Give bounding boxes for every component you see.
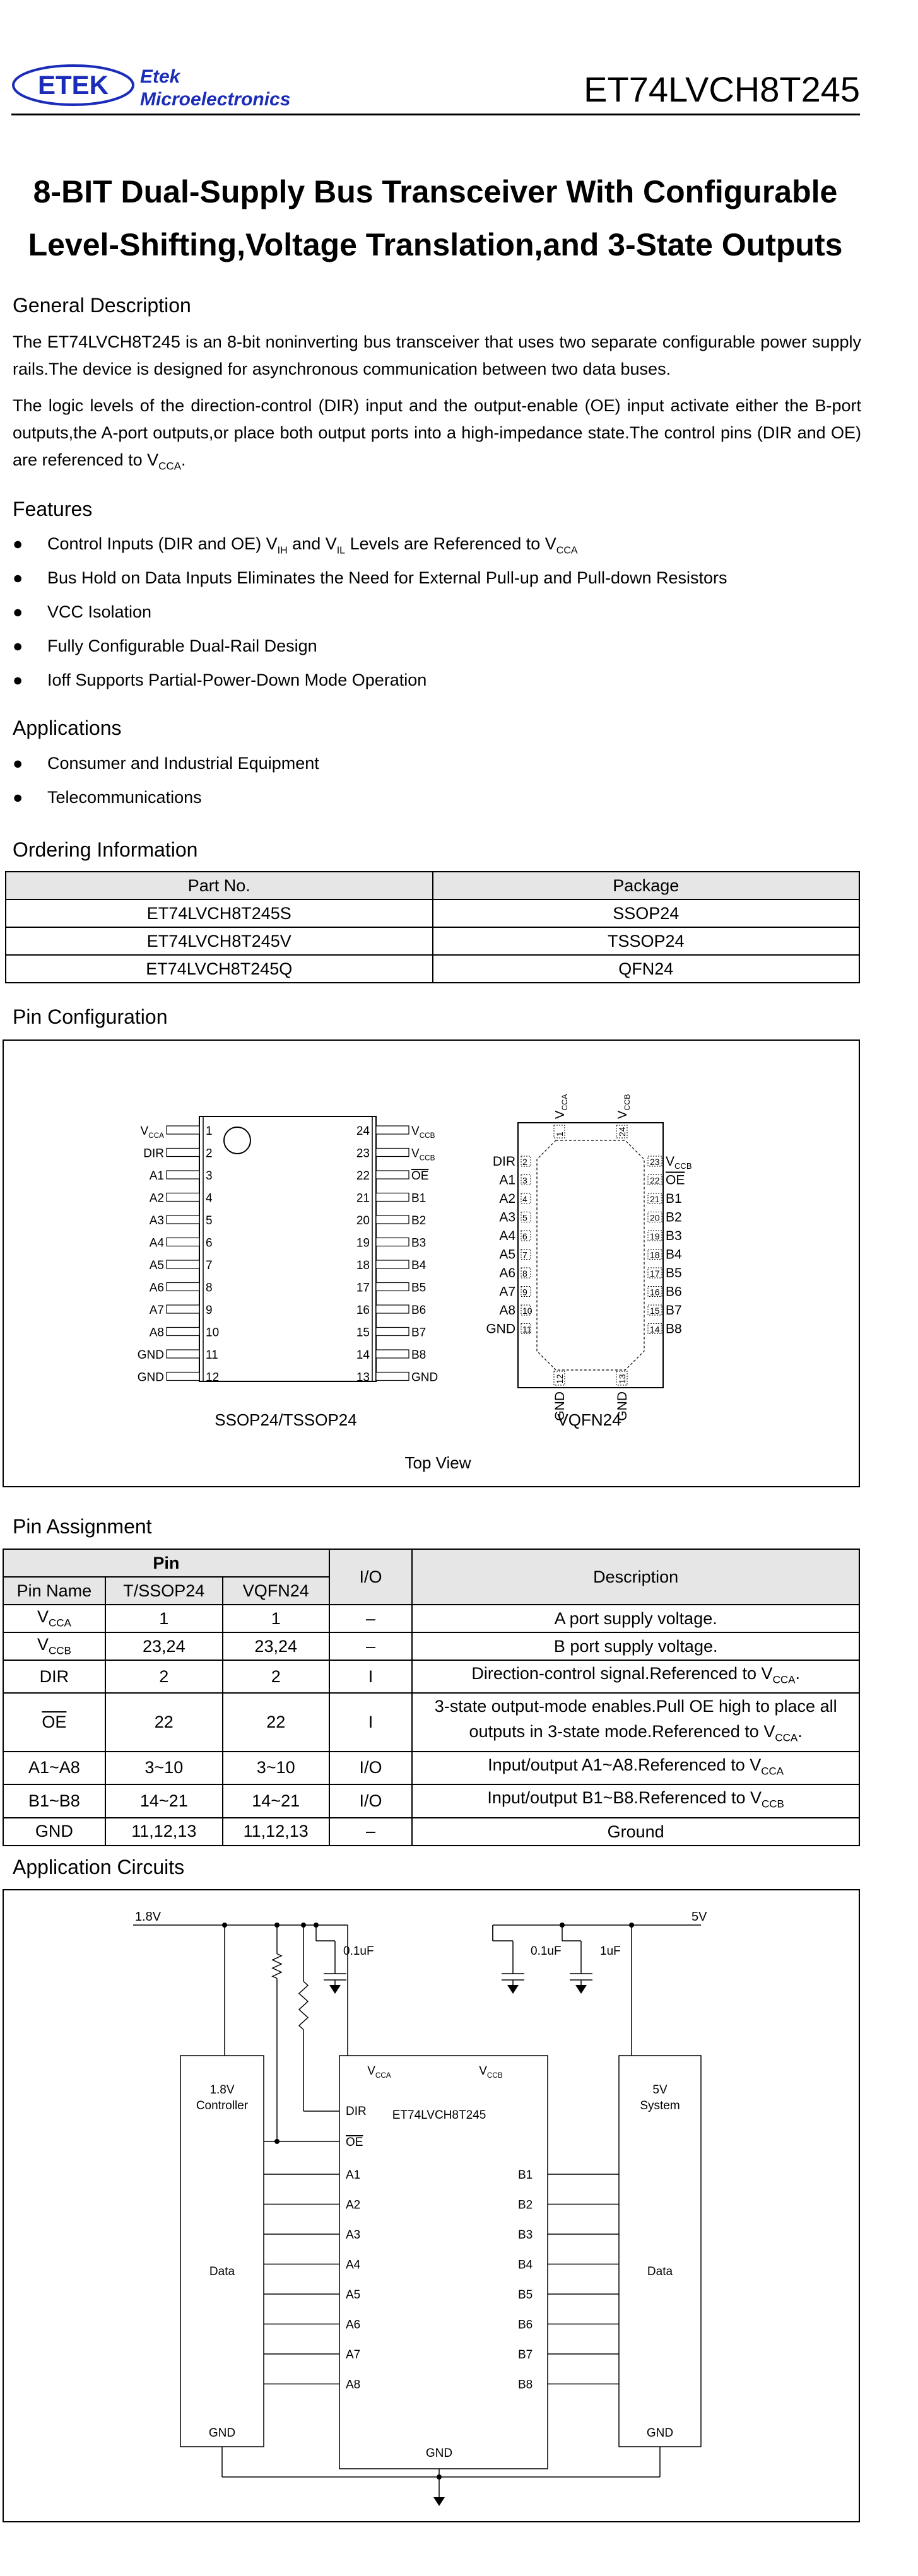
ssop-pin-name: B6 <box>411 1304 427 1317</box>
ordering-row <box>6 927 859 955</box>
qfn-pin-name: A4 <box>499 1229 515 1243</box>
ssop-pin-lead <box>376 1126 409 1134</box>
chip-vcca-label: $V_{CCA}$ <box>367 2064 391 2080</box>
junction-dot <box>437 2474 442 2479</box>
qfn-pin-number: 2 <box>522 1157 527 1167</box>
ssop-pin-name: $V_{CCB}$ <box>411 1147 435 1162</box>
ssop-pin-name: GND <box>137 1349 164 1362</box>
ssop-pin-lead <box>376 1193 409 1202</box>
io-cell: I/O <box>329 1784 413 1817</box>
chip-b-pin-label: B2 <box>518 2198 533 2212</box>
ground-arrow <box>575 1985 587 1994</box>
qfn-pin-name: GND <box>615 1391 630 1421</box>
ssop-pin-name: OE <box>411 1169 429 1183</box>
qfn-pin-name: A3 <box>499 1210 515 1225</box>
system-box <box>619 2056 701 2447</box>
qfn-pin-cell: 2 <box>223 1660 329 1693</box>
description-cell: Ground <box>412 1818 859 1846</box>
io-cell: – <box>329 1605 413 1632</box>
qfn-pin-name: B3 <box>666 1229 682 1243</box>
qfn-pin-number: 24 <box>617 1127 627 1137</box>
col-part-no: Part No. <box>6 872 433 899</box>
ssop-pin-name: A7 <box>149 1304 164 1317</box>
ssop-pin-lead <box>167 1238 199 1246</box>
qfn-pin-cell: 14~21 <box>223 1784 329 1817</box>
qfn-caption: VQFN24 <box>557 1410 621 1429</box>
pin1-marker <box>224 1127 250 1154</box>
ssop-pin-lead <box>376 1171 409 1179</box>
qfn-pin-number: 1 <box>555 1132 565 1137</box>
ssop-pin-lead <box>167 1171 199 1179</box>
bullet-icon: ● <box>13 602 23 621</box>
ssop-pin-number: 3 <box>206 1169 213 1183</box>
controller-label: Controller <box>196 2099 249 2112</box>
qfn-pin-number: 19 <box>650 1231 660 1241</box>
qfn-pin-number: 14 <box>650 1324 660 1335</box>
ssop-pin-cell: 3~10 <box>105 1752 223 1784</box>
ssop-pin-name: $V_{CCB}$ <box>411 1125 435 1140</box>
pin-name-cell: $V_{CCA}$ <box>3 1605 105 1632</box>
system-gnd-label: GND <box>646 2427 674 2440</box>
qfn-pin-number: 16 <box>650 1287 660 1297</box>
pin-row <box>3 1818 859 1846</box>
system-data-label: Data <box>647 2265 673 2278</box>
ssop-pin-lead <box>167 1215 199 1224</box>
ssop-pin-cell: 23,24 <box>105 1632 223 1660</box>
description-cell: 3-state output-mode enables.Pull OE high to place all outputs in 3-state mode.Referenced to $V_{CCA}$. <box>412 1693 859 1751</box>
qfn-pin-name: GND <box>553 1391 567 1421</box>
qfn-exposed-pad <box>537 1140 644 1370</box>
system-label: 5V <box>652 2083 668 2097</box>
qfn-pin-cell: 22 <box>223 1693 329 1751</box>
qfn-pin-name: $V_{CCB}$ <box>666 1154 692 1171</box>
pin-name-cell: $V_{CCB}$ <box>3 1632 105 1660</box>
application-circuits-heading: Application Circuits <box>13 1856 185 1878</box>
chip-a-pin-label: A6 <box>346 2318 361 2332</box>
junction-dot <box>629 1923 634 1928</box>
company-name: Etek Microelectronics <box>140 66 291 110</box>
general-description-heading: General Description <box>13 294 191 317</box>
part-no-cell: ET74LVCH8T245Q <box>6 955 433 983</box>
rail-5v-label: 5V <box>691 1910 707 1924</box>
chip-b-pin-label: B4 <box>518 2258 533 2272</box>
pin-row <box>3 1605 859 1632</box>
pin-configuration-heading: Pin Configuration <box>13 1005 168 1028</box>
ssop-pin-number: 21 <box>356 1191 370 1205</box>
io-cell: I <box>329 1693 413 1751</box>
io-cell: – <box>329 1632 413 1660</box>
qfn-pin-name: B7 <box>666 1303 682 1318</box>
part-no-cell: ET74LVCH8T245S <box>6 899 433 927</box>
ssop-pin-lead <box>167 1328 199 1336</box>
ssop-pin-name: B3 <box>411 1236 427 1250</box>
ssop-pin-name: B4 <box>411 1259 427 1272</box>
document-title-line1: 8-BIT Dual-Supply Bus Transceiver With Configurable <box>33 174 838 209</box>
ssop-pin-number: 4 <box>206 1191 213 1205</box>
package-cell: QFN24 <box>433 955 860 983</box>
chip-a-pin-label: A7 <box>346 2348 361 2362</box>
qfn-pin-name: A2 <box>499 1191 515 1206</box>
ssop-pin-lead <box>376 1215 409 1224</box>
chip-a-pin-label: A3 <box>346 2228 361 2242</box>
pin-name-cell: DIR <box>3 1660 105 1693</box>
ssop-pin-name: $V_{CCA}$ <box>140 1125 164 1140</box>
ordering-row <box>6 899 859 927</box>
package-cell: SSOP24 <box>433 899 860 927</box>
ssop-pin-number: 18 <box>356 1259 370 1272</box>
ssop-pin-number: 22 <box>356 1169 370 1183</box>
ground-arrow <box>507 1985 519 1994</box>
ssop-pin-lead <box>376 1149 409 1157</box>
qfn-pin-number: 11 <box>522 1324 532 1335</box>
ssop-pin-lead <box>167 1283 199 1291</box>
system-label: System <box>640 2099 680 2112</box>
qfn-pin-name: B5 <box>666 1266 682 1280</box>
description-cell: B port supply voltage. <box>412 1632 859 1660</box>
qfn-pin-number: 22 <box>650 1175 660 1186</box>
chip-b-pin-label: B1 <box>518 2169 533 2182</box>
application-circuit-frame <box>3 1889 860 2522</box>
qfn-pin-name: B2 <box>666 1210 682 1225</box>
ssop-caption: SSOP24/TSSOP24 <box>215 1410 357 1429</box>
chip-a-pin-label: A8 <box>346 2378 361 2392</box>
description-cell: Input/output A1~A8.Referenced to $V_{CCA}$ <box>412 1752 859 1784</box>
ssop-pin-number: 19 <box>356 1236 370 1250</box>
pin-name-cell: B1~B8 <box>3 1784 105 1817</box>
qfn-pin-number: 15 <box>650 1306 660 1316</box>
ssop-pin-cell: 22 <box>105 1693 223 1751</box>
ssop-pin-name: A2 <box>149 1191 164 1205</box>
ssop-pin-cell: 11,12,13 <box>105 1818 223 1846</box>
ssop-pin-number: 16 <box>356 1304 370 1317</box>
ssop-pin-lead <box>376 1283 409 1291</box>
qfn-pin-name: A5 <box>499 1247 515 1262</box>
cap1-label: 0.1uF <box>343 1945 374 1958</box>
qfn-pin-name: A6 <box>499 1266 515 1280</box>
ssop-pin-number: 9 <box>206 1304 213 1317</box>
ssop-pin-name: B5 <box>411 1281 427 1295</box>
ssop-pin-number: 11 <box>206 1349 218 1362</box>
ssop-pin-cell: 2 <box>105 1660 223 1693</box>
etek-logo <box>11 63 138 107</box>
qfn-pin-number: 20 <box>650 1212 660 1223</box>
part-number-header: ET74LVCH8T245 <box>584 69 860 109</box>
pin-header: Pin <box>3 1549 329 1577</box>
qfn-pin-number: 6 <box>522 1231 527 1241</box>
ssop-pin-name: A3 <box>149 1214 164 1227</box>
qfn-pin-number: 5 <box>522 1212 527 1223</box>
ssop-pin-name: A8 <box>149 1326 164 1340</box>
ssop-pin-name: A1 <box>149 1169 164 1183</box>
header-divider <box>11 114 860 115</box>
pin-row <box>3 1632 859 1660</box>
controller-data-label: Data <box>209 2265 235 2278</box>
ssop-pin-lead <box>167 1350 199 1358</box>
general-description-p1: The ET74LVCH8T245 is an 8-bit noninverting bus transceiver that uses two separate configurable power supply rails.The device is designed for asynchronous communication between two data buses. <box>13 332 861 378</box>
description-cell: A port supply voltage. <box>412 1605 859 1632</box>
qfn-pin-name: OE <box>666 1173 685 1188</box>
qfn-pin-name: A7 <box>499 1284 515 1299</box>
qfn-pin-number: 3 <box>522 1175 527 1186</box>
chip-a-pin-label: A5 <box>346 2288 361 2302</box>
ssop-pin-number: 6 <box>206 1236 213 1250</box>
bullet-icon: ● <box>13 636 23 655</box>
package-cell: TSSOP24 <box>433 927 860 955</box>
chip-b-pin-label: B7 <box>518 2348 533 2362</box>
page-header <box>0 0 918 120</box>
pin-assignment-table <box>3 1549 860 1846</box>
qfn-pin-number: 9 <box>522 1287 527 1297</box>
qfn-pin-number: 13 <box>617 1374 627 1384</box>
qfn-body <box>518 1123 663 1388</box>
bullet-icon: ● <box>13 754 23 773</box>
ssop-pin-name: A5 <box>149 1259 164 1272</box>
top-view-caption: Top View <box>404 1453 471 1472</box>
bullet-icon: ● <box>13 534 23 553</box>
qfn-pin-number: 21 <box>650 1194 660 1204</box>
pin-configuration-frame <box>3 1039 860 1487</box>
ssop-pin-cell: 1 <box>105 1605 223 1632</box>
pin-assignment-heading: Pin Assignment <box>13 1515 152 1538</box>
ssop-pin-name: B1 <box>411 1191 427 1205</box>
pin-name-cell: $\overline{OE}$ <box>3 1693 105 1751</box>
pin-name-cell: GND <box>3 1818 105 1846</box>
ordering-row <box>6 955 859 983</box>
pin-name-cell: A1~A8 <box>3 1752 105 1784</box>
chip-b-pin-label: B6 <box>518 2318 533 2332</box>
qfn-pin-name: $V_{CCB}$ <box>616 1094 632 1119</box>
ssop-pin-lead <box>376 1350 409 1358</box>
description-cell: Input/output B1~B8.Referenced to $V_{CCB}$ <box>412 1784 859 1817</box>
ssop-body <box>199 1116 376 1381</box>
qfn-pin-number: 7 <box>522 1250 527 1260</box>
chip-oe-label: OE <box>346 2136 363 2149</box>
chip-b-pin-label: B3 <box>518 2228 533 2242</box>
chip-name-label: ET74LVCH8T245 <box>392 2109 486 2122</box>
ssop-pin-name: A4 <box>149 1236 164 1250</box>
ssop-pin-name: DIR <box>143 1147 164 1161</box>
io-cell: I/O <box>329 1752 413 1784</box>
ssop-pin-name: GND <box>137 1371 164 1385</box>
description-cell: Direction-control signal.Referenced to $V_{CCA}$. <box>412 1660 859 1693</box>
general-description-p2: The logic levels of the direction-control (DIR) input and the output-enable (OE) input activate either the B-port outputs,the A-port outputs,or place both output ports into a high-impedance state.The control pins (DIR and OE) are referenced to $V_{CCA}$. <box>13 396 861 472</box>
qfn-pin-cell: 23,24 <box>223 1632 329 1660</box>
ordering-table <box>5 871 860 983</box>
qfn-pin-name: GND <box>486 1321 515 1337</box>
applications-heading: Applications <box>13 717 122 739</box>
qfn-pin-name: B6 <box>666 1284 682 1299</box>
ssop-pin-number: 20 <box>356 1214 370 1227</box>
ssop-pin-number: 5 <box>206 1214 213 1227</box>
ssop-pin-number: 7 <box>206 1259 213 1272</box>
col-package: Package <box>433 872 860 899</box>
pin-name-header: Pin Name <box>3 1577 105 1605</box>
ssop-pin-lead <box>376 1238 409 1246</box>
junction-dot <box>274 2139 280 2144</box>
controller-label: 1.8V <box>209 2083 235 2097</box>
ssop-pin-number: 10 <box>206 1326 220 1340</box>
ssop-pin-number: 1 <box>206 1125 213 1138</box>
bullet-icon: ● <box>13 568 23 587</box>
controller-gnd-label: GND <box>208 2427 236 2440</box>
ssop-pin-number: 14 <box>356 1349 370 1362</box>
controller-box <box>180 2056 264 2447</box>
qfn-pin-name: A1 <box>499 1173 515 1188</box>
description-header: Description <box>412 1549 859 1605</box>
pin-row <box>3 1784 859 1817</box>
io-header: I/O <box>329 1549 413 1605</box>
ssop-pin-lead <box>167 1260 199 1268</box>
pin-configuration-diagram <box>4 1041 859 1486</box>
cap3-label: 1uF <box>600 1945 621 1958</box>
chip-vccb-label: $V_{CCB}$ <box>479 2064 503 2080</box>
io-cell: I <box>329 1660 413 1693</box>
ssop-pin-number: 12 <box>206 1371 220 1385</box>
ground-arrow <box>433 2497 445 2506</box>
svg-text:ETEK: ETEK <box>37 70 109 100</box>
chip-b-pin-label: B5 <box>518 2288 533 2302</box>
resistor <box>299 1981 308 2030</box>
ssop-pin-name: B7 <box>411 1326 427 1340</box>
rail-1v8-label: 1.8V <box>135 1910 162 1924</box>
ssop-pin-name: GND <box>411 1371 438 1385</box>
ssop-pin-lead <box>376 1373 409 1381</box>
ssop-pin-lead <box>376 1260 409 1268</box>
qfn-pin-name: A8 <box>499 1303 515 1318</box>
pin-row <box>3 1660 859 1693</box>
part-no-cell: ET74LVCH8T245V <box>6 927 433 955</box>
ssop-pin-number: 17 <box>356 1281 370 1295</box>
qfn-pin-number: 8 <box>522 1268 527 1279</box>
pin-row <box>3 1693 859 1751</box>
ssop-body-inner <box>203 1116 372 1381</box>
qfn-pin-number: 4 <box>522 1194 527 1204</box>
ssop-pin-lead <box>376 1305 409 1313</box>
qfn-pin-number: 10 <box>522 1306 533 1316</box>
ssop-pin-lead <box>167 1149 199 1157</box>
qfn-pin-name: B8 <box>666 1321 682 1337</box>
qfn-pin-name: B1 <box>666 1191 682 1206</box>
qfn-pin-number: 12 <box>555 1374 565 1384</box>
ground-arrow <box>329 1985 341 1994</box>
ordering-heading: Ordering Information <box>13 838 198 861</box>
ssop-pin-number: 23 <box>356 1147 370 1161</box>
qfn-pin-number: 23 <box>650 1157 660 1167</box>
qfn-pin-cell: 1 <box>223 1605 329 1632</box>
ssop-pin-cell: 14~21 <box>105 1784 223 1817</box>
ssop-pin-lead <box>167 1305 199 1313</box>
chip-dir-label: DIR <box>346 2105 367 2118</box>
qfn-header: VQFN24 <box>223 1577 329 1605</box>
junction-dot <box>222 1923 227 1928</box>
document-title-line2: Level-Shifting,Voltage Translation,and 3-State Outputs <box>28 227 843 262</box>
ssop-pin-lead <box>167 1193 199 1202</box>
chip-b-pin-label: B8 <box>518 2378 533 2392</box>
qfn-pin-name: DIR <box>492 1154 515 1169</box>
ssop-pin-lead <box>167 1373 199 1381</box>
ssop-pin-name: A6 <box>149 1281 164 1295</box>
qfn-pin-name: B4 <box>666 1247 682 1262</box>
ssop-pin-number: 13 <box>356 1371 370 1385</box>
bullet-icon: ● <box>13 670 23 689</box>
chip-a-pin-label: A1 <box>346 2169 361 2182</box>
io-cell: – <box>329 1818 413 1846</box>
features-heading: Features <box>13 498 93 520</box>
cap2-label: 0.1uF <box>531 1945 562 1958</box>
chip-a-pin-label: A2 <box>346 2198 361 2212</box>
chip-a-pin-label: A4 <box>346 2258 361 2272</box>
ssop-pin-number: 24 <box>356 1125 370 1138</box>
application-circuit-diagram <box>4 1890 859 2521</box>
ssop-pin-number: 8 <box>206 1281 213 1295</box>
pin-row <box>3 1752 859 1784</box>
chip-gnd-label: GND <box>425 2447 453 2460</box>
ssop-pin-name: B2 <box>411 1214 427 1227</box>
qfn-pin-number: 17 <box>650 1268 660 1279</box>
ssop-pin-lead <box>376 1328 409 1336</box>
bullet-icon: ● <box>13 788 23 807</box>
ssop-header: T/SSOP24 <box>105 1577 223 1605</box>
ssop-pin-lead <box>167 1126 199 1134</box>
qfn-pin-cell: 3~10 <box>223 1752 329 1784</box>
qfn-pin-number: 18 <box>650 1250 660 1260</box>
resistor <box>273 1954 281 1979</box>
qfn-pin-name: $V_{CCA}$ <box>553 1094 569 1119</box>
ssop-pin-number: 2 <box>206 1147 213 1161</box>
ssop-pin-number: 15 <box>356 1326 370 1340</box>
ssop-pin-name: B8 <box>411 1349 427 1362</box>
qfn-pin-cell: 11,12,13 <box>223 1818 329 1846</box>
